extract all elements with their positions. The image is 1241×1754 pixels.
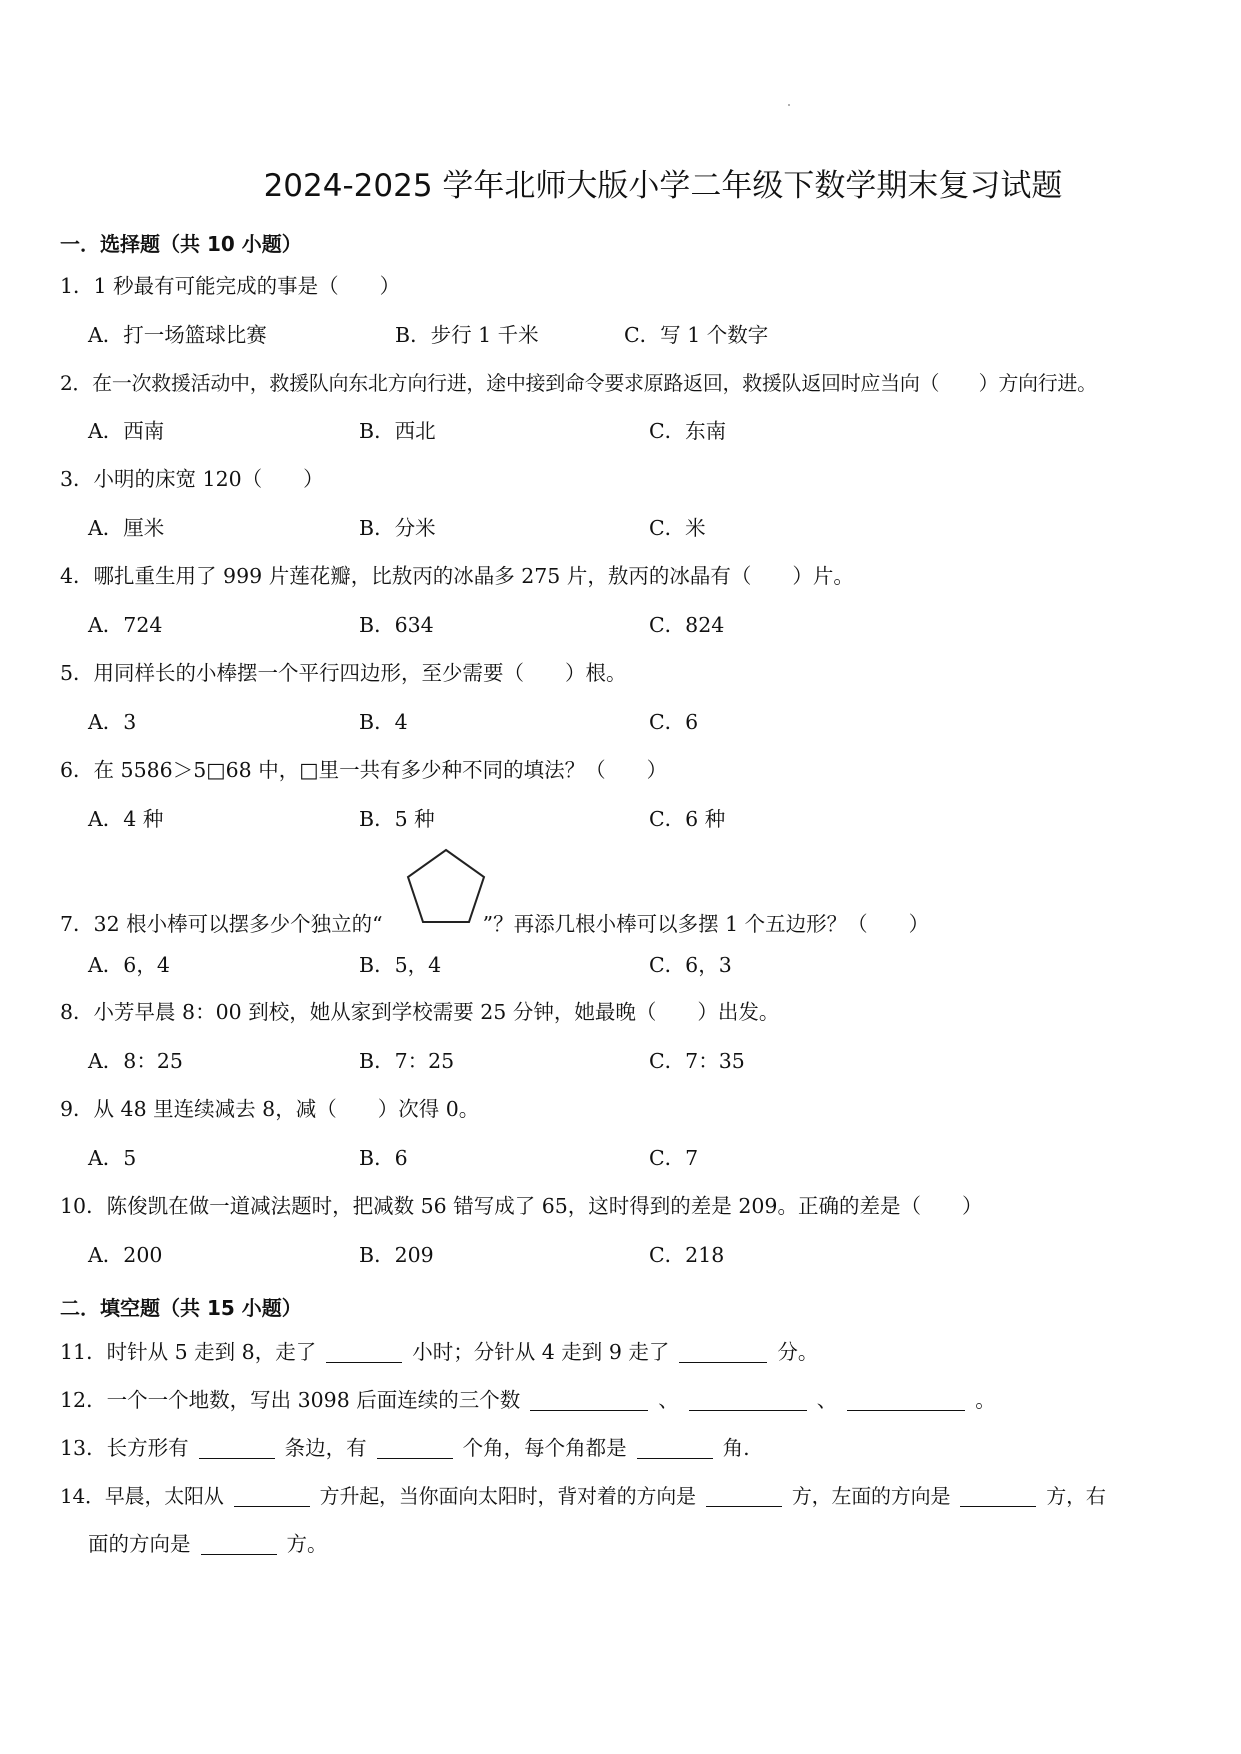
- option-a: A．3: [88, 710, 137, 734]
- question-8: 8．小芳早晨 8：00 到校，她从家到学校需要 25 分钟，她最晚（ ）出发。: [60, 1000, 780, 1024]
- option-c: C．6，3: [649, 953, 732, 977]
- option-c: C．6: [649, 710, 699, 734]
- option-a: A．200: [88, 1243, 163, 1267]
- question-2: 2．在一次救援活动中，救援队向东北方向行进，途中接到命令要求原路返回，救援队返回时应当向（ ）方向行进。: [60, 371, 1097, 395]
- question-4: 4．哪扎重生用了 999 片莲花瓣，比敖丙的冰晶多 275 片，敖丙的冰晶有（ ）片。: [60, 564, 854, 588]
- option-a: A．8：25: [88, 1049, 183, 1073]
- answer-blank[interactable]: [201, 1534, 277, 1555]
- section-heading-choice: 一．选择题（共 10 小题）: [60, 232, 302, 256]
- option-b: B．5 种: [359, 807, 435, 831]
- option-c: C．6 种: [649, 807, 726, 831]
- question-12: 12．一个一个地数，写出 3098 后面连续的三个数 、 、 。: [60, 1388, 996, 1412]
- question-6: 6．在 5586＞5□68 中，□里一共有多少种不同的填法？（ ）: [60, 758, 668, 782]
- question-5: 5．用同样长的小棒摆一个平行四边形，至少需要（ ）根。: [60, 661, 627, 685]
- answer-blank[interactable]: [960, 1486, 1036, 1507]
- answer-blank[interactable]: [530, 1390, 648, 1411]
- option-a: A．厘米: [88, 516, 165, 540]
- option-c: C．写 1 个数字: [624, 323, 769, 347]
- question-7: [60, 910, 929, 938]
- option-a: A．西南: [88, 419, 165, 443]
- option-b: B．西北: [359, 419, 436, 443]
- scan-dot: [788, 104, 790, 106]
- question-13: 13．长方形有 条边，有 个角，每个角都是 角.: [60, 1436, 750, 1460]
- answer-blank[interactable]: [706, 1486, 782, 1507]
- pentagon-figure: [404, 844, 488, 928]
- question-14: 14．早晨，太阳从 方升起，当你面向太阳时，背对着的方向是 方，左面的方向是 方，右: [60, 1484, 1106, 1508]
- option-b: B．7：25: [359, 1049, 455, 1073]
- question-7-before: 7．32 根小棒可以摆多少个独立的“: [60, 912, 383, 936]
- option-c: C．米: [649, 516, 706, 540]
- answer-blank[interactable]: [377, 1438, 453, 1459]
- answer-blank[interactable]: [199, 1438, 275, 1459]
- answer-blank[interactable]: [847, 1390, 965, 1411]
- answer-blank[interactable]: [234, 1486, 310, 1507]
- option-b: B．步行 1 千米: [395, 323, 539, 347]
- option-b: B．5，4: [359, 953, 442, 977]
- option-c: C．7: [649, 1146, 699, 1170]
- question-14-continued: 面的方向是 方。: [88, 1532, 328, 1556]
- question-10: 10．陈俊凯在做一道减法题时，把减数 56 错写成了 65，这时得到的差是 209。正确的差是（ ）: [60, 1194, 983, 1218]
- answer-blank[interactable]: [679, 1342, 767, 1363]
- section-heading-fill: 二．填空题（共 15 小题）: [60, 1296, 302, 1320]
- question-11: 11．时针从 5 走到 8，走了 小时；分针从 4 走到 9 走了 分。: [60, 1340, 819, 1364]
- question-3: 3．小明的床宽 120（ ）: [60, 467, 324, 491]
- option-a: A．6，4: [88, 953, 170, 977]
- question-9: 9．从 48 里连续减去 8，减（ ）次得 0。: [60, 1097, 480, 1121]
- option-c: C．218: [649, 1243, 725, 1267]
- option-b: B．634: [359, 613, 434, 637]
- option-a: A．打一场篮球比赛: [88, 323, 267, 347]
- question-7-after: ”？再添几根小棒可以多摆 1 个五边形？（ ）: [482, 912, 930, 936]
- option-a: A．4 种: [88, 807, 164, 831]
- answer-blank[interactable]: [326, 1342, 402, 1363]
- option-a: A．724: [88, 613, 163, 637]
- answer-blank[interactable]: [637, 1438, 713, 1459]
- option-b: B．4: [359, 710, 408, 734]
- option-b: B．209: [359, 1243, 434, 1267]
- answer-blank[interactable]: [689, 1390, 807, 1411]
- question-1: 1．1 秒最有可能完成的事是（ ）: [60, 274, 401, 298]
- page-title: 2024-2025 学年北师大版小学二年级下数学期末复习试题: [263, 168, 1063, 204]
- option-b: B．6: [359, 1146, 408, 1170]
- option-c: C．7：35: [649, 1049, 745, 1073]
- option-c: C．824: [649, 613, 725, 637]
- option-c: C．东南: [649, 419, 727, 443]
- option-b: B．分米: [359, 516, 436, 540]
- option-a: A．5: [88, 1146, 137, 1170]
